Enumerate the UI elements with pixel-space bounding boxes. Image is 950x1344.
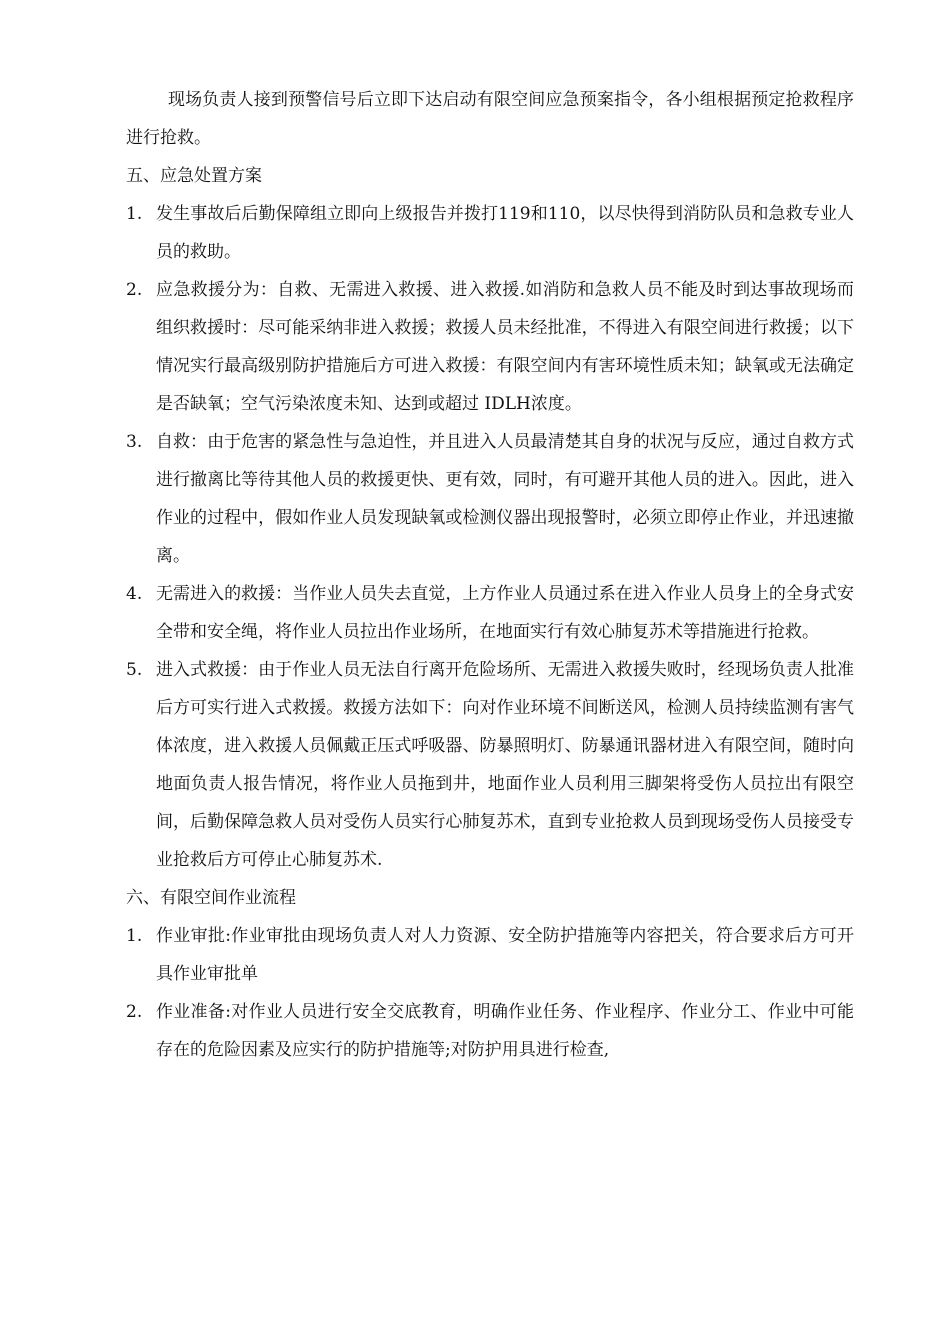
item-number: 5.: [126, 660, 143, 680]
item-text: 发生事故后后勤保障组立即向上级报告并拨打119和110，以尽快得到消防队员和急救专业人员的救助。: [156, 204, 854, 262]
item-number: 1.: [126, 204, 143, 224]
item-text: 无需进入的救援：当作业人员失去直觉，上方作业人员通过系在进入作业人员身上的全身式安全带和安全绳，将作业人员拉出作业场所，在地面实行有效心肺复苏术等措施进行抢救。: [156, 584, 854, 642]
section-5-item-5: [126, 651, 854, 879]
section-5-item-3: [126, 423, 854, 575]
item-text: 进入式救援：由于作业人员无法自行离开危险场所、无需进入救援失败时，经现场负责人批准后方可实行进入式救援。救援方法如下：向对作业环境不间断送风，检测人员持续监测有害气体浓度，进入救援人员佩戴正压式呼吸器、防暴照明灯、防暴通讯器材进入有限空间，随时向地面负责人报告情况，将作业人员拖到井，地面作业人员利用三脚架将受伤人员拉出有限空间，后勤保障急救人员对受伤人员实行心肺复苏术，直到专业抢救人员到现场受伤人员接受专业抢救后方可停止心肺复苏术.: [156, 660, 854, 870]
item-text: 作业审批:作业审批由现场负责人对人力资源、安全防护措施等内容把关，符合要求后方可开具作业审批单: [156, 926, 854, 984]
item-text: 作业准备:对作业人员进行安全交底教育，明确作业任务、作业程序、作业分工、作业中可能存在的危险因素及应实行的防护措施等;对防护用具进行检查,: [156, 1002, 854, 1060]
section-5-item-4: [126, 575, 854, 651]
item-text: 自救：由于危害的紧急性与急迫性，并且进入人员最清楚其自身的状况与反应，通过自救方式进行撤离比等待其他人员的救援更快、更有效，同时，有可避开其他人员的进入。因此，进入作业的过程中，假如作业人员发现缺氧或检测仪器出现报警时，必须立即停止作业，并迅速撤离。: [156, 432, 854, 566]
item-text: 应急救援分为：自救、无需进入救援、进入救援.如消防和急救人员不能及时到达事故现场而组织救援时：尽可能采纳非进入救援；救援人员未经批准，不得进入有限空间进行救援；以下情况实行最高级别防护措施后方可进入救援：有限空间内有害环境性质未知；缺氧或无法确定是否缺氧；空气污染浓度未知、达到或超过 IDLH浓度。: [156, 280, 854, 414]
section-5-heading: 五、应急处置方案: [126, 166, 262, 186]
section-5-item-1: [126, 195, 854, 271]
section-6-heading: 六、有限空间作业流程: [126, 888, 296, 908]
section-6-item-2: [126, 993, 854, 1069]
item-number: 1.: [126, 926, 143, 946]
item-number: 2.: [126, 280, 143, 300]
section-6-item-1: [126, 917, 854, 993]
document-body: [126, 81, 854, 1069]
item-number: 4.: [126, 584, 143, 604]
section-5-item-2: [126, 271, 854, 423]
item-number: 2.: [126, 1002, 143, 1022]
item-number: 3.: [126, 432, 143, 452]
intro-paragraph: 现场负责人接到预警信号后立即下达启动有限空间应急预案指令，各小组根据预定抢救程序进行抢救。: [126, 90, 854, 148]
